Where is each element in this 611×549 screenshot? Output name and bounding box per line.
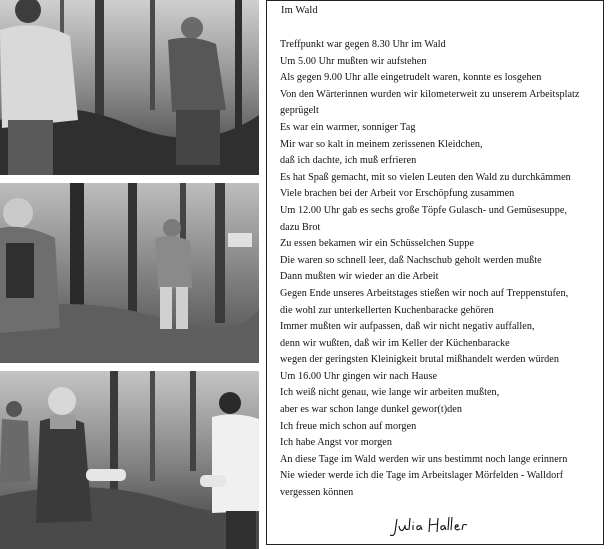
poem-document bbox=[266, 0, 604, 545]
poem-line: Dann mußten wir wieder an die Arbeit bbox=[280, 271, 439, 283]
forest-photo-3-image bbox=[0, 371, 259, 549]
poem-line: Mir war so kalt in meinem zerissenen Kleidchen, bbox=[280, 138, 483, 150]
poem-line: vergessen können bbox=[280, 487, 354, 499]
poem-line: Zu essen bekamen wir ein Schüsselchen Suppe bbox=[280, 238, 474, 250]
poem-line: Nie wieder werde ich die Tage im Arbeitslager Mörfelden - Walldorf bbox=[280, 470, 564, 482]
poem-line: wegen der geringsten Kleinigkeit brutal mißhandelt werden würden bbox=[280, 354, 560, 366]
poem-line: An diese Tage im Wald werden wir uns bestimmt noch lange erinnern bbox=[280, 453, 568, 465]
poem-line: aber es war schon lange dunkel gewor(t)den bbox=[280, 404, 463, 416]
poem-lines bbox=[280, 37, 599, 502]
poem-line: Ich freue mich schon auf morgen bbox=[280, 420, 417, 432]
poem-line: geprügelt bbox=[280, 105, 319, 117]
forest-photo-1 bbox=[0, 0, 259, 175]
poem-line: Es hat Spaß gemacht, mit so vielen Leuten den Wald zu durchkämmen bbox=[280, 171, 571, 183]
forest-photo-2 bbox=[0, 183, 259, 363]
poem-line: Von den Wärterinnen wurden wir kilometerweit zu unserem Arbeitsplatz bbox=[280, 88, 580, 100]
poem-line: Ich weiß nicht genau, wie lange wir arbeiten mußten, bbox=[280, 387, 500, 399]
poem-line: Um 5.00 Uhr mußten wir aufstehen bbox=[280, 55, 427, 67]
poem-line: Um 16.00 Uhr gingen wir nach Hause bbox=[280, 370, 438, 382]
poem-line: dazu Brot bbox=[280, 221, 321, 233]
forest-photo-1-image bbox=[0, 0, 259, 175]
poem-line: Gegen Ende unseres Arbeitstages stießen wir noch auf Treppenstufen, bbox=[280, 287, 569, 299]
poem-line: die wohl zur unterkellerten Kuchenbaracke gehören bbox=[280, 304, 494, 316]
poem-line: Immer mußten wir aufpassen, daß wir nicht negativ auffallen, bbox=[280, 321, 535, 333]
forest-photo-3 bbox=[0, 371, 259, 549]
poem-line: Als gegen 9.00 Uhr alle eingetrudelt waren, konnte es losgehen bbox=[280, 72, 542, 84]
poem-line: Um 12.00 Uhr gab es sechs große Töpfe Gulasch- und Gemüsesuppe, bbox=[280, 204, 568, 216]
poem-line: Es war ein warmer, sonniger Tag bbox=[280, 121, 416, 133]
poem-line: Viele brachen bei der Arbeit vor Erschöpfung zusammen bbox=[280, 188, 515, 200]
handwritten-signature bbox=[389, 514, 469, 540]
poem-line: Die waren so schnell leer, daß Nachschub geholt werden mußte bbox=[280, 254, 542, 266]
forest-photo-2-image bbox=[0, 183, 259, 363]
poem-line: Ich habe Angst vor morgen bbox=[280, 437, 392, 449]
document-title: Im Wald bbox=[281, 5, 318, 16]
poem-line: denn wir wußten, daß wir im Keller der Küchenbaracke bbox=[280, 337, 510, 349]
poem-line: Treffpunkt war gegen 8.30 Uhr im Wald bbox=[280, 39, 446, 50]
poem-line: daß ich dachte, ich muß erfrieren bbox=[280, 155, 417, 167]
